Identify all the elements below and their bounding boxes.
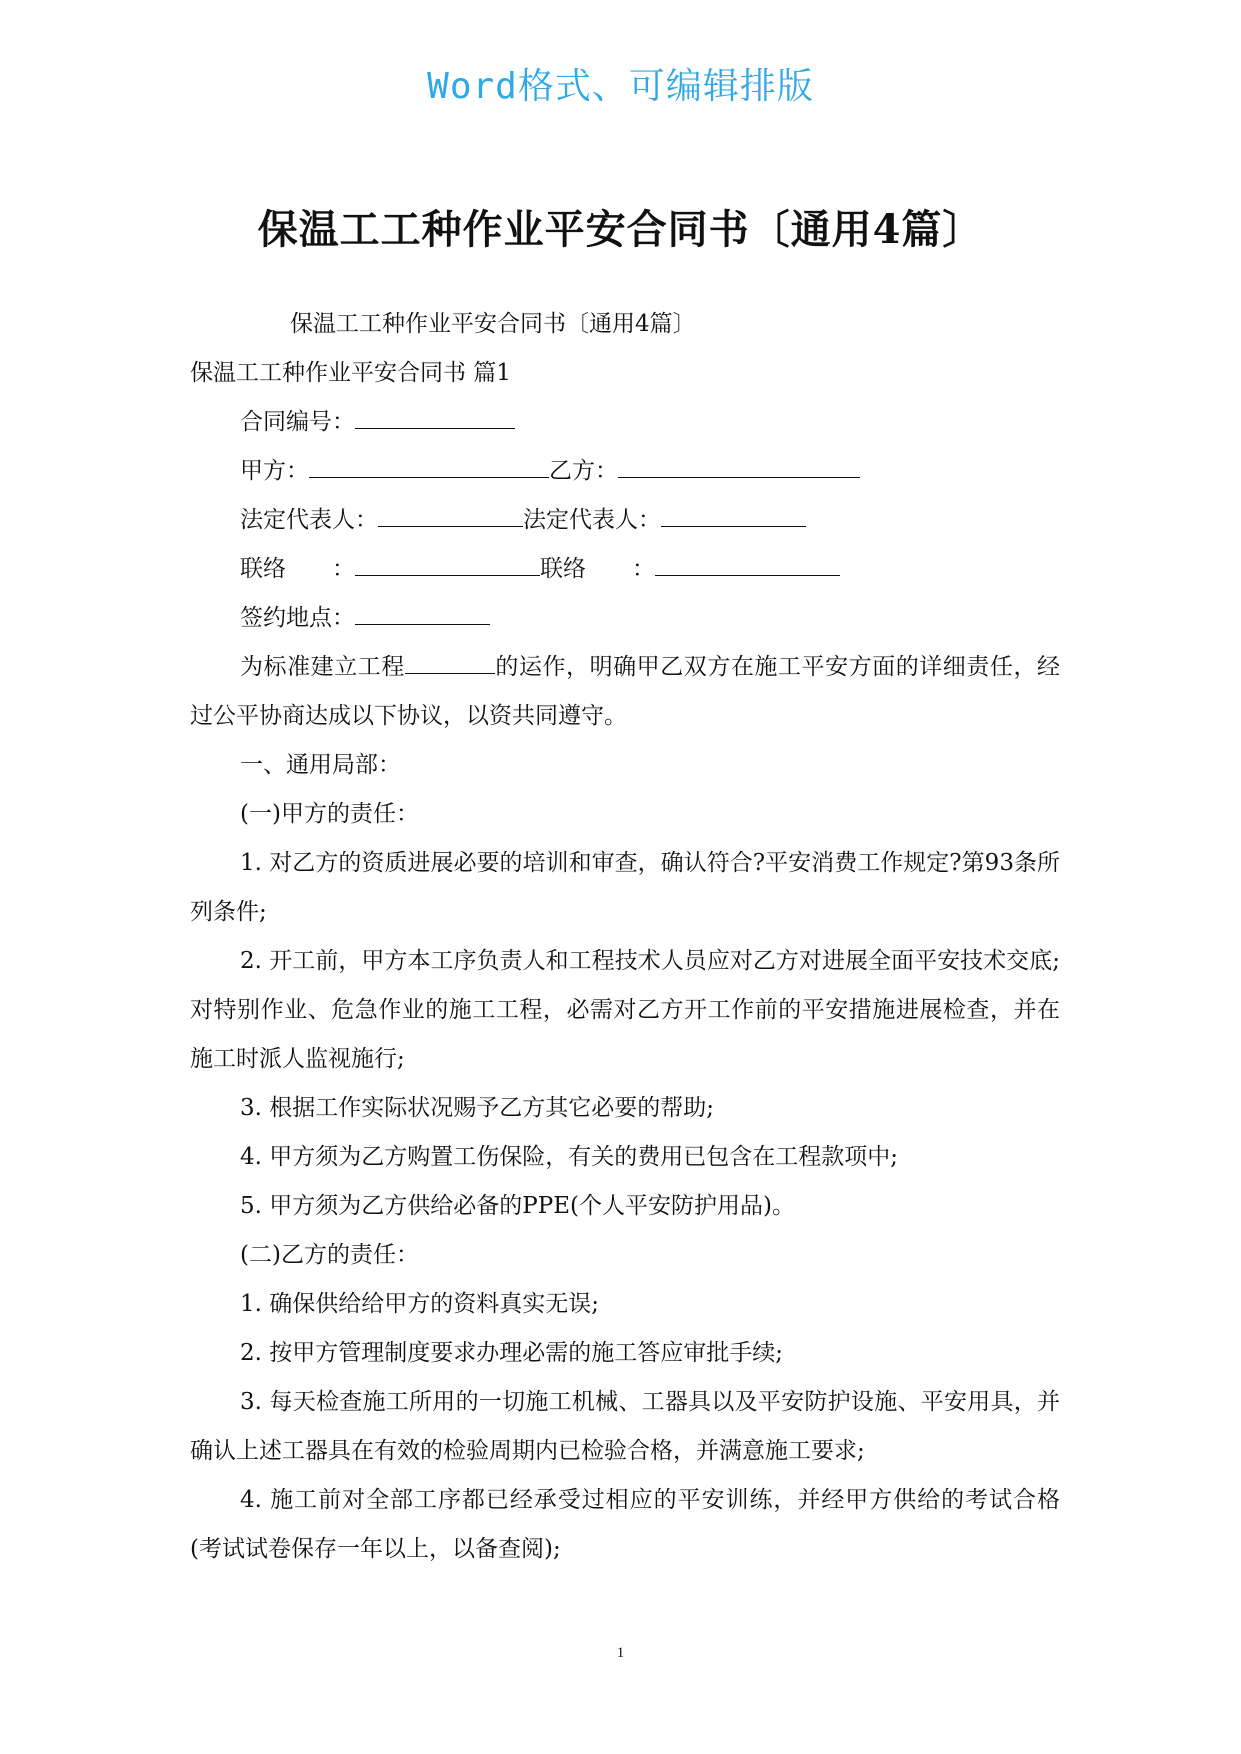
project-name-blank[interactable]	[405, 651, 495, 674]
party-b-item: 4. 施工前对全部工序都已经承受过相应的平安训练，并经甲方供给的考试合格(考试试卷保存一年以上，以备查阅);	[190, 1487, 1060, 1562]
contract-number-blank[interactable]	[355, 406, 515, 429]
sign-place-row	[190, 594, 1060, 643]
sign-place-blank[interactable]	[355, 602, 490, 625]
legal-rep-a-blank[interactable]	[378, 504, 523, 527]
legal-rep-b-label: 法定代表人：	[523, 507, 661, 533]
legal-rep-b-blank[interactable]	[661, 504, 806, 527]
contact-b-colon: ：	[632, 556, 655, 582]
party-b-blank[interactable]	[618, 455, 860, 478]
contact-b-label: 联络	[540, 556, 586, 582]
contact-a-colon: ：	[332, 556, 355, 582]
contact-a-label: 联络	[240, 556, 286, 582]
party-a-heading: (一)甲方的责任：	[240, 801, 419, 827]
section-heading: 保温工工种作业平安合同书 篇1	[190, 360, 511, 386]
party-a-blank[interactable]	[309, 455, 549, 478]
contact-b-blank[interactable]	[655, 553, 840, 576]
contact-row	[190, 545, 1060, 594]
intro-paragraph	[190, 643, 1060, 741]
party-a-item: 1. 对乙方的资质进展必要的培训和审查，确认符合?平安消费工作规定?第93条所列条件;	[190, 850, 1060, 925]
document-body	[190, 300, 1060, 1574]
party-a-label: 甲方：	[240, 458, 309, 484]
legal-rep-a-label: 法定代表人：	[240, 507, 378, 533]
banner-text: Word格式、可编辑排版	[427, 66, 814, 107]
intro-part-1: 为标准建立工程	[240, 654, 405, 680]
party-b-item: 1. 确保供给给甲方的资料真实无误;	[240, 1291, 600, 1317]
party-a-item: 5. 甲方须为乙方供给必备的PPE(个人平安防护用品)。	[240, 1193, 795, 1219]
page-number: 1	[616, 1645, 625, 1661]
party-a-item: 2. 开工前，甲方本工序负责人和工程技术人员应对乙方对进展全面平安技术交底;对特别作业、危急作业的施工工程，必需对乙方开工作前的平安措施进展检查，并在施工时派人监视施行;	[190, 948, 1060, 1072]
party-b-heading: (二)乙方的责任：	[240, 1242, 419, 1268]
intro-part-2: 的运作，明确甲乙双方在施工平安方面的详细责任，经过公平协商达成以下协议，以资共同遵守。	[190, 654, 1061, 729]
party-a-item: 3. 根据工作实际状况赐予乙方其它必要的帮助;	[240, 1095, 715, 1121]
parties-row	[190, 447, 1060, 496]
general-heading: 一、通用局部：	[240, 752, 401, 778]
party-b-item: 2. 按甲方管理制度要求办理必需的施工答应审批手续;	[240, 1340, 784, 1366]
contact-a-blank[interactable]	[355, 553, 540, 576]
legal-rep-row	[190, 496, 1060, 545]
party-b-label: 乙方：	[549, 458, 618, 484]
document-title: 保温工工种作业平安合同书〔通用4篇〕	[257, 206, 984, 253]
contract-number-label: 合同编号：	[240, 409, 355, 435]
subtitle: 保温工工种作业平安合同书〔通用4篇〕	[290, 311, 696, 337]
sign-place-label: 签约地点：	[240, 605, 355, 631]
party-a-item: 4. 甲方须为乙方购置工伤保险，有关的费用已包含在工程款项中;	[240, 1144, 899, 1170]
party-b-item: 3. 每天检查施工所用的一切施工机械、工器具以及平安防护设施、平安用具，并确认上述工器具在有效的检验周期内已检验合格，并满意施工要求;	[190, 1389, 1060, 1464]
contract-number-row	[190, 398, 1060, 447]
